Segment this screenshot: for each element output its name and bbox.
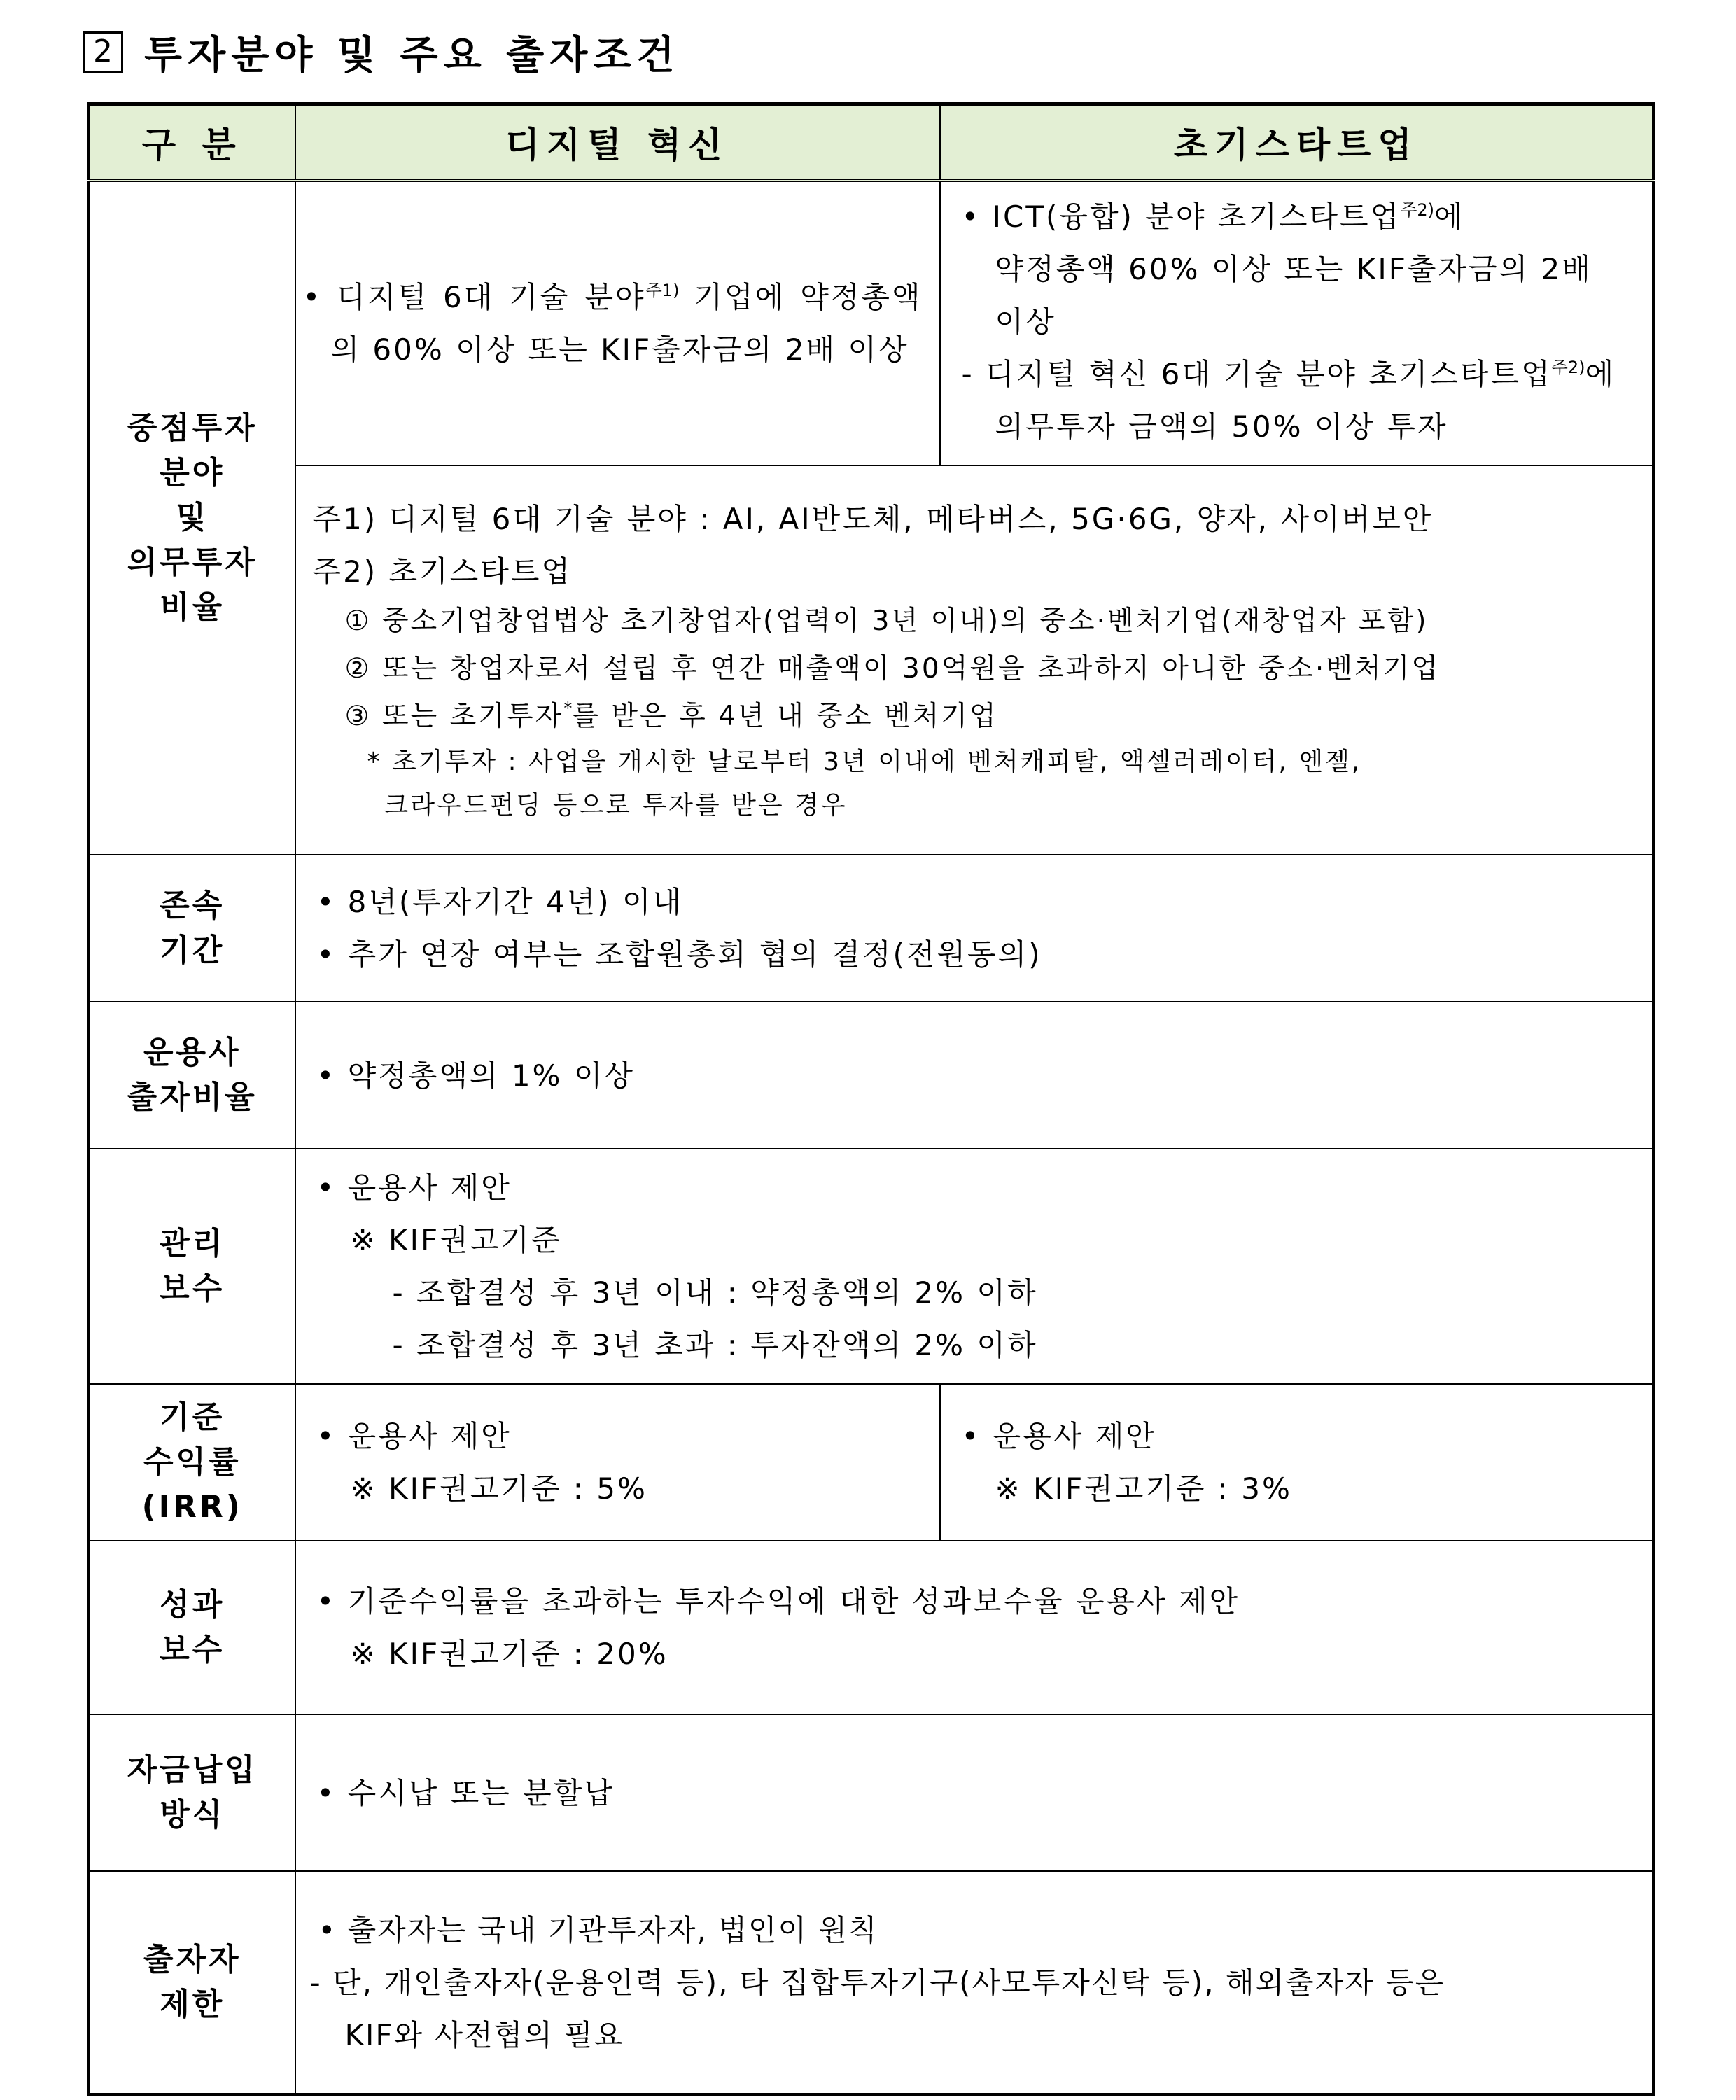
note-1: 주1) 디지털 6대 기술 분야 : AI, AI반도체, 메타버스, 5G·6G, 양자, 사이버보안 (312, 502, 1434, 536)
investment-conditions-table (87, 102, 1656, 2096)
investor-label: 출자자 제한 (89, 1871, 295, 2095)
header-early-startup: 초기스타트업 (940, 104, 1654, 181)
focus-startup-cell: • ICT(융합) 분야 초기스타트업$^{주2)}$에 약정총액 60% 이상 또는 KIF출자금의 2배 이상 - 디지털 혁신 6대 기술 분야 초기스타트업$^{주2)}$에 의무투자 금액의 50% 이상 투자 (940, 181, 1654, 466)
focus-row-top (89, 181, 1654, 466)
irr-digital-cell (295, 1384, 940, 1541)
perf-fee-cell (295, 1541, 1654, 1714)
note-star-1: * 초기투자 : 사업을 개시한 날로부터 3년 이내에 벤처캐피탈, 액셀러레이터, 엔젤, (367, 748, 1362, 776)
focus-label: 중점투자 분야 및 의무투자 비율 (89, 181, 295, 855)
duration-label: 존속 기간 (89, 855, 295, 1002)
irr-row (89, 1384, 1654, 1541)
investor-line-2: - 단, 개인출자자(운용인력 등), 타 집합투자기구(사모투자신탁 등), 해외출자자 등은 (309, 1965, 1446, 2000)
irr-digital-line-2: ※ KIF권고기준 : 5% (350, 1471, 648, 1506)
focus-notes-cell (295, 465, 1654, 855)
irr-digital-line-1: • 운용사 제안 (316, 1419, 512, 1453)
irr-startup-line-1: • 운용사 제안 (961, 1419, 1156, 1453)
mgmt-fee-cell (295, 1149, 1654, 1384)
investor-line-3: KIF와 사전협의 필요 (344, 2017, 624, 2052)
payment-cell (295, 1714, 1654, 1871)
section-number-box: 2 (83, 31, 123, 74)
duration-row (89, 855, 1654, 1002)
duration-cell (295, 855, 1654, 1002)
mgmt-fee-row (89, 1149, 1654, 1384)
payment-row (89, 1714, 1654, 1871)
irr-label: 기준 수익률 (IRR) (89, 1384, 295, 1541)
duration-item-2: • 추가 연장 여부는 조합원총회 협의 결정(전원동의) (316, 937, 1042, 972)
note-2-item-3: ③ 또는 초기투자*를 받은 후 4년 내 중소 벤처기업 (344, 699, 998, 732)
gp-ratio-row (89, 1002, 1654, 1149)
mgmt-fee-line-3: - 조합결성 후 3년 이내 : 약정총액의 2% 이하 (392, 1275, 1038, 1310)
perf-fee-line-1: • 기준수익률을 초과하는 투자수익에 대한 성과보수율 운용사 제안 (316, 1584, 1240, 1618)
note-2-item-2: ② 또는 창업자로서 설립 후 연간 매출액이 30억원을 초과하지 아니한 중소·벤처기업 (344, 653, 1441, 685)
mgmt-fee-line-4: - 조합결성 후 3년 초과 : 투자잔액의 2% 이하 (392, 1328, 1038, 1362)
note-2: 주2) 초기스타트업 (312, 554, 572, 589)
gp-ratio-cell (295, 1002, 1654, 1149)
payment-item-1: • 수시납 또는 분할납 (316, 1775, 615, 1810)
header-category: 구 분 (89, 104, 295, 181)
focus-digital-text: • 디지털 6대 기술 분야$^{주1)}$ 기업에 약정총액의 60% 이상 또는 KIF출자금의 2배 이상 (302, 280, 923, 367)
investor-line-1: • 출자자는 국내 기관투자자, 법인이 원칙 (318, 1912, 878, 1947)
section-title-text: 투자분야 및 주요 출자조건 (144, 33, 680, 78)
irr-startup-line-2: ※ KIF권고기준 : 3% (995, 1471, 1292, 1506)
investor-row (89, 1871, 1654, 2095)
header-digital-innovation: 디지털 혁신 (295, 104, 940, 181)
note-star-2: 크라우드펀딩 등으로 투자를 받은 경우 (384, 791, 848, 820)
focus-row-notes (89, 465, 1654, 855)
note-2-item-1: ① 중소기업창업법상 초기창업자(업력이 3년 이내)의 중소·벤처기업(재창업자 포함) (344, 606, 1429, 637)
investor-cell (295, 1871, 1654, 2095)
gp-ratio-item-1: • 약정총액의 1% 이상 (316, 1058, 635, 1093)
perf-fee-line-2: ※ KIF권고기준 : 20% (350, 1637, 668, 1671)
duration-item-1: • 8년(투자기간 4년) 이내 (316, 885, 684, 919)
payment-label: 자금납입 방식 (89, 1714, 295, 1871)
perf-fee-label: 성과 보수 (89, 1541, 295, 1714)
mgmt-fee-line-2: ※ KIF권고기준 (350, 1223, 562, 1257)
section-title (83, 21, 680, 84)
irr-startup-cell (940, 1384, 1654, 1541)
table-header-row (89, 104, 1654, 181)
mgmt-fee-line-1: • 운용사 제안 (316, 1170, 512, 1205)
focus-digital-cell (295, 181, 940, 466)
gp-ratio-label: 운용사 출자비율 (89, 1002, 295, 1149)
mgmt-fee-label: 관리 보수 (89, 1149, 295, 1384)
perf-fee-row (89, 1541, 1654, 1714)
